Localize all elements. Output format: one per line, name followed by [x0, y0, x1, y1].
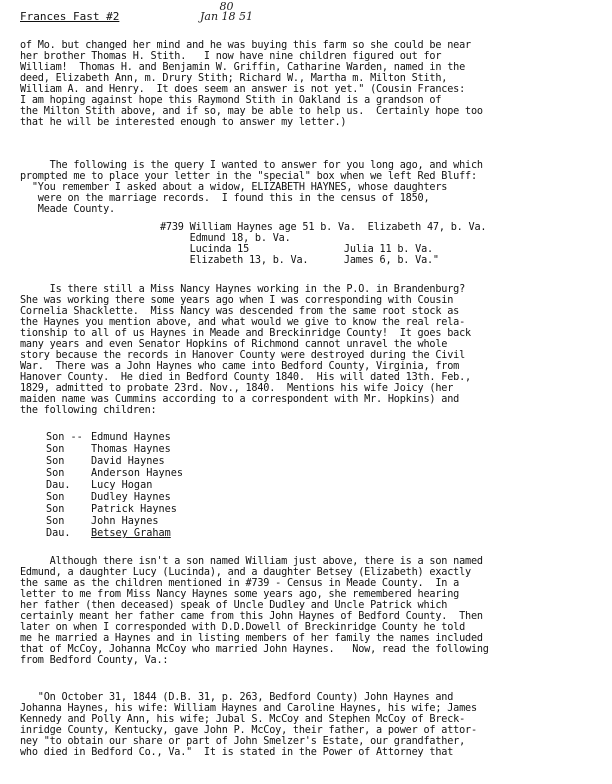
relation: Dau. — [46, 480, 71, 491]
child-name: Anderson Haynes — [91, 468, 184, 479]
child-name: Dudley Haynes — [91, 492, 171, 503]
census-line: Lucinda 15 Julia 11 b. Va. — [160, 244, 433, 255]
p4-line: that of McCoy, Johanna McCoy who married John Haynes. Now, read the following — [20, 644, 489, 655]
relation: Son — [46, 504, 65, 515]
p3-line: Hanover County. He died in Bedford County 1840. His will dated 13th. Feb., — [20, 372, 471, 383]
p3-line: 1829, admitted to probate 23rd. Nov., 1840. Mentions his wife Joicy (her — [20, 383, 454, 394]
p1-line: William! Thomas H. and Benjamin W. Griffin, Catharine Warden, named in the — [20, 62, 466, 73]
p5-line: "On October 31, 1844 (D.B. 31, p. 263, Bedford County) John Haynes and — [20, 692, 454, 703]
p1-line: I am hoping against hope this Raymond Stith in Oakland is a grandson of — [20, 95, 442, 106]
p5-line: Johanna Haynes, his wife: William Haynes and Caroline Haynes, his wife; James — [20, 703, 477, 714]
list-item — [46, 528, 183, 540]
p3-line: many years and even Senator Hopkins of Richmond cannot unravel the whole — [20, 339, 448, 350]
census-line: #739 William Haynes age 51 b. Va. Elizabeth 47, b. Va. — [160, 222, 487, 233]
p3-line: the following children: — [20, 405, 157, 416]
p3-line: War. There was a John Haynes who came into Bedford County, Virginia, from — [20, 361, 460, 372]
child-name: David Haynes — [91, 456, 165, 467]
p3-line: maiden name was Cummins according to a correspondent with Mr. Hopkins) and — [20, 394, 460, 405]
p5-line: Kennedy and Polly Ann, his wife; Jubal S. McCoy and Stephen McCoy of Breck- — [20, 714, 466, 725]
p4-line: me he married a Haynes and in listing members of her family the names included — [20, 633, 483, 644]
p1-line: her brother Thomas H. Stith. I now have nine children figured out for — [20, 51, 442, 62]
p1-line: that he will be interested enough to answer my letter.) — [20, 117, 347, 128]
relation: Son — [46, 516, 65, 527]
list-item — [46, 480, 183, 492]
child-name: Patrick Haynes — [91, 504, 177, 515]
p3-line: story because the records in Hanover County were destroyed during the Civil — [20, 350, 466, 361]
relation: Son — [46, 492, 65, 503]
census-line: Elizabeth 13, b. Va. James 6, b. Va." — [160, 255, 439, 266]
p1-line: deed, Elizabeth Ann, m. Drury Stith; Richard W., Martha m. Milton Stith, — [20, 73, 448, 84]
child-name: John Haynes — [91, 516, 159, 527]
list-item — [46, 468, 183, 480]
p1-line: of Mo. but changed her mind and he was buying this farm so she could be near — [20, 40, 471, 51]
p5-line: ney "to obtain our share or part of John Smelzer's Estate, our grandfather, — [20, 736, 466, 747]
p3-line: the Haynes you mention above, and what would we give to know the real rela- — [20, 317, 466, 328]
handwritten-date: Jan 18 51 — [200, 10, 254, 23]
list-item — [46, 492, 183, 504]
child-name: Thomas Haynes — [91, 444, 171, 455]
p4-line: the same as the children mentioned in #739 - Census in Meade County. In a — [20, 578, 460, 589]
p4-line: certainly meant her father came from this John Haynes of Bedford County. Then — [20, 611, 483, 622]
p4-line: later on when I corresponded with D.D.Dowell of Breckinridge County he told — [20, 622, 466, 633]
list-item — [46, 516, 183, 528]
p4-line: from Bedford County, Va.: — [20, 655, 169, 666]
p3-line: She was working there some years ago when I was corresponding with Cousin — [20, 295, 454, 306]
list-item — [46, 432, 183, 444]
child-name: Lucy Hogan — [91, 480, 153, 491]
p3-line: Is there still a Miss Nancy Haynes working in the P.O. in Brandenburg? — [20, 284, 466, 295]
p2-line: prompted me to place your letter in the "special" box when we left Red Bluff: — [20, 171, 477, 182]
p2-line: Meade County. — [20, 204, 115, 215]
page-title: Frances Fast #2 — [20, 10, 120, 23]
relation: Son -- — [46, 432, 83, 443]
p2-line: The following is the query I wanted to answer for you long ago, and which — [20, 160, 483, 171]
relation: Son — [46, 456, 65, 467]
p4-line: her father (then deceased) speak of Uncle Dudley and Uncle Patrick which — [20, 600, 448, 611]
census-line: Edmund 18, b. Va. — [160, 233, 291, 244]
p3-line: tionship to all of us Haynes in Meade and Breckinridge County! It goes back — [20, 328, 471, 339]
handwritten-annotation — [200, 2, 253, 22]
p5-line: who died in Bedford Co., Va." It is stated in the Power of Attorney that — [20, 747, 454, 758]
handwritten-number: 80 — [219, 0, 234, 13]
p1-line: William A. and Henry. It does seem an answer is not yet." (Cousin Frances: — [20, 84, 466, 95]
child-name: Betsey Graham — [91, 528, 171, 539]
p4-line: Edmund, a daughter Lucy (Lucinda), and a daughter Betsey (Elizabeth) exactly — [20, 567, 471, 578]
relation: Son — [46, 444, 65, 455]
p4-line: Although there isn't a son named William just above, there is a son named — [20, 556, 483, 567]
p5-line: inridge County, Kentucky, gave John P. McCoy, their father, a power of attor- — [20, 725, 477, 736]
list-item — [46, 504, 183, 516]
p2-line: were on the marriage records. I found this in the census of 1850, — [20, 193, 430, 204]
p2-line: "You remember I asked about a widow, ELIZABETH HAYNES, whose daughters — [20, 182, 448, 193]
list-item — [46, 456, 183, 468]
children-list — [46, 432, 183, 540]
p3-line: Cornelia Shacklette. Miss Nancy was descended from the same root stock as — [20, 306, 460, 317]
relation: Dau. — [46, 528, 71, 539]
p1-line: the Milton Stith above, and if so, may be able to help us. Certainly hope too — [20, 106, 483, 117]
child-name: Edmund Haynes — [91, 432, 171, 443]
p4-line: letter to me from Miss Nancy Haynes some years ago, she remembered hearing — [20, 589, 460, 600]
list-item — [46, 444, 183, 456]
relation: Son — [46, 468, 65, 479]
